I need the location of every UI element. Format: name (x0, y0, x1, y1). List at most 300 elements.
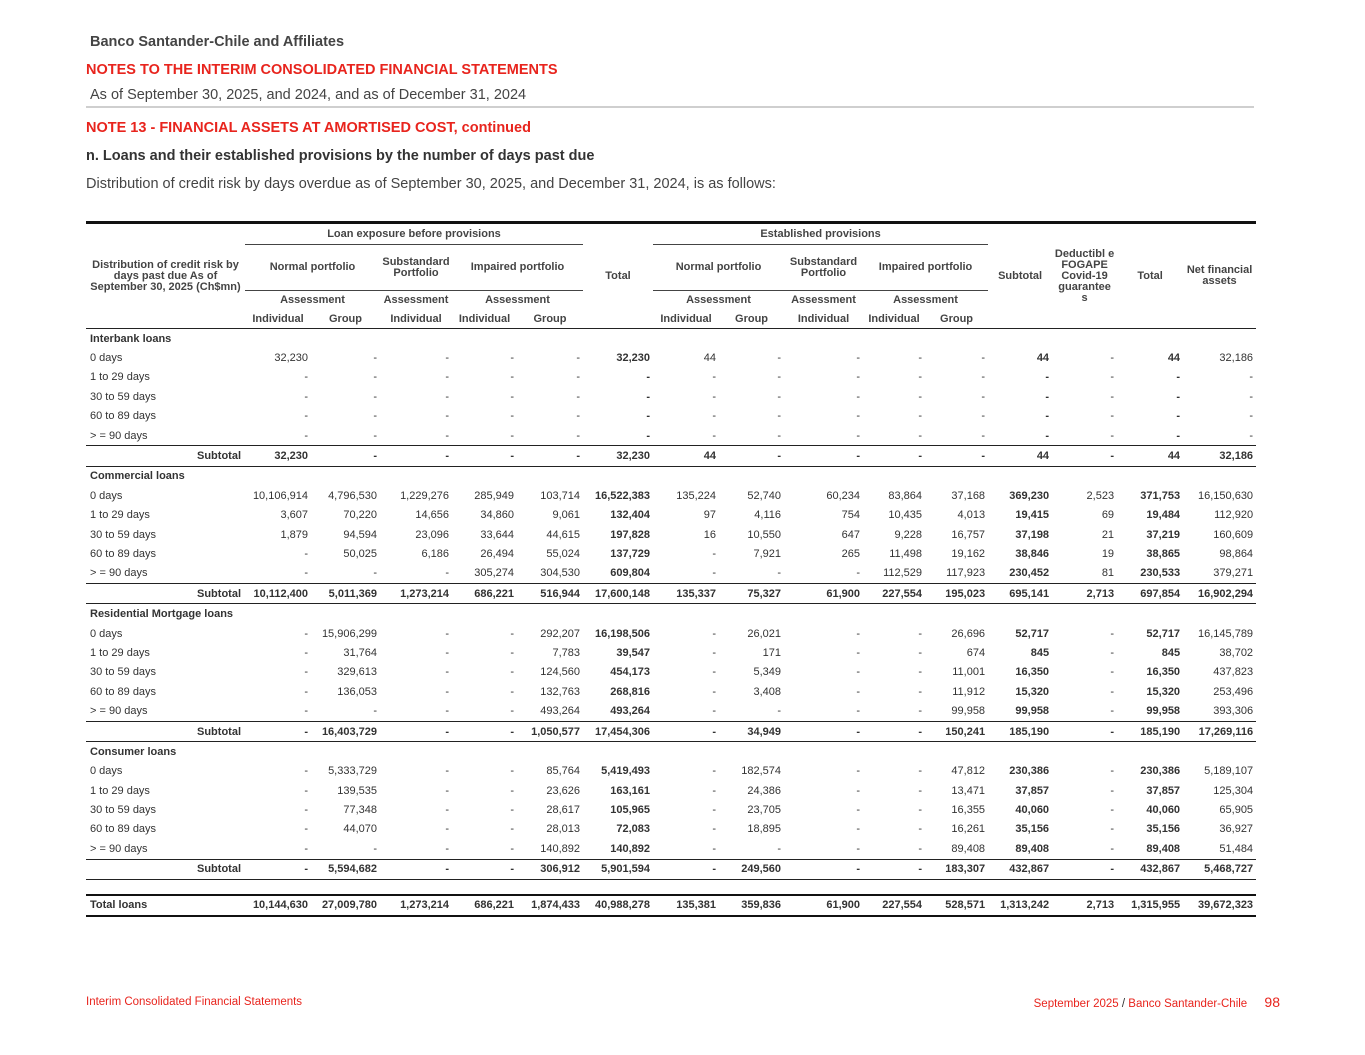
table-cell: - (856, 627, 861, 640)
table-cell: 39,672,323 (1183, 895, 1256, 916)
table-cell: 33,644 (480, 528, 514, 541)
table-cell: 32,230 (274, 352, 308, 365)
table-cell: - (452, 446, 517, 466)
table-cell: 37,857 (1015, 784, 1050, 797)
table-cell: 11,001 (952, 666, 986, 679)
table-cell: 268,816 (610, 685, 651, 698)
table-cell: - (445, 429, 449, 442)
table-cell: - (1249, 429, 1254, 442)
table-cell: 4,013 (957, 509, 986, 522)
table-cell: - (510, 685, 514, 698)
table-cell: 83,864 (888, 489, 923, 502)
net-financial-assets-header: Net financial assets (1183, 223, 1256, 329)
table-cell: 44 (703, 352, 717, 365)
subtotal-row (86, 859, 1256, 879)
table-cell: 1,273,214 (380, 584, 452, 604)
table-cell: - (777, 390, 782, 403)
individual-header: Individual (452, 310, 517, 329)
provision-impaired-portfolio-header: Impaired portfolio (863, 245, 988, 291)
table-row (86, 486, 1256, 505)
table-cell: - (304, 823, 308, 836)
table-cell: 609,804 (610, 567, 651, 580)
category-row (86, 604, 1256, 624)
table-cell: 15,906,299 (321, 627, 377, 640)
row-label: 0 days (90, 489, 123, 502)
table-cell: - (856, 371, 861, 384)
table-cell: 17,269,116 (1183, 721, 1256, 741)
table-cell: 516,944 (517, 584, 583, 604)
table-cell: 85,764 (546, 765, 581, 778)
table-cell: 99,958 (1015, 705, 1050, 718)
row-label: 0 days (90, 765, 123, 778)
row-label: 1 to 29 days (90, 371, 150, 384)
table-cell: - (712, 765, 717, 778)
table-cell: 15,320 (1146, 685, 1181, 698)
table-cell: - (918, 804, 923, 817)
total-loans-row (86, 895, 1256, 916)
table-cell: 16,902,294 (1183, 584, 1256, 604)
table-cell: - (304, 804, 308, 817)
group-header: Group (719, 310, 784, 329)
table-cell: 38,846 (1015, 547, 1050, 560)
table-cell: - (304, 371, 308, 384)
table-cell: 3,607 (280, 509, 308, 522)
table-cell: 2,523 (1086, 489, 1115, 502)
table-cell: - (304, 765, 308, 778)
table-cell: 26,696 (951, 627, 986, 640)
table-cell: - (445, 765, 449, 778)
table-cell: 125,304 (1213, 784, 1254, 797)
subtotal-row (86, 584, 1256, 604)
table-cell: 371,753 (1140, 489, 1181, 502)
table-cell: 16,522,383 (594, 489, 651, 502)
subtotal-row (86, 446, 1256, 466)
table-cell: - (1176, 371, 1181, 384)
table-cell: - (1110, 765, 1115, 778)
table-cell: 32,186 (1219, 352, 1254, 365)
table-cell: 17,600,148 (583, 584, 653, 604)
individual-header: Individual (245, 310, 311, 329)
row-label: 1 to 29 days (90, 509, 150, 522)
table-cell: - (856, 567, 861, 580)
row-label: 30 to 59 days (90, 666, 157, 679)
table-cell: 55,024 (546, 547, 581, 560)
table-row (86, 506, 1256, 525)
table-cell: - (925, 446, 988, 466)
row-label: 0 days (90, 352, 123, 365)
footer-separator: / (1121, 998, 1126, 1010)
table-cell: - (1110, 429, 1115, 442)
table-cell: 44 (988, 446, 1052, 466)
individual-header: Individual (653, 310, 719, 329)
table-cell: 44 (1036, 352, 1050, 365)
table-cell: - (510, 352, 514, 365)
table-cell: 230,533 (1140, 567, 1181, 580)
table-row (86, 624, 1256, 643)
table-cell: - (304, 784, 308, 797)
table-cell: 28,013 (546, 823, 581, 836)
table-cell: - (856, 705, 861, 718)
table-row (86, 407, 1256, 426)
distribution-header: Distribution of credit risk by days past due As of September 30, 2025 (Ch$mn) (86, 223, 245, 329)
table-cell: - (712, 429, 717, 442)
provision-substandard-portfolio-header: Substandard Portfolio (784, 245, 863, 291)
table-cell: - (1045, 390, 1050, 403)
table-cell: - (918, 627, 923, 640)
table-cell: 99,958 (951, 705, 986, 718)
table-cell: 11,498 (889, 547, 923, 560)
table-cell: - (1110, 371, 1115, 384)
table-cell: 26,494 (480, 547, 514, 560)
table-cell: 9,228 (894, 528, 923, 541)
table-cell: - (784, 446, 863, 466)
table-cell: - (918, 410, 923, 423)
table-row (86, 387, 1256, 406)
table-cell: - (784, 721, 863, 741)
table-cell: - (510, 646, 514, 659)
table-cell: 305,274 (474, 567, 514, 580)
table-cell: - (1110, 646, 1115, 659)
individual-header: Individual (380, 310, 452, 329)
table-cell: 112,920 (1214, 509, 1254, 522)
table-cell: 306,912 (517, 859, 583, 879)
header-divider (86, 106, 1254, 108)
table-cell: - (452, 859, 517, 879)
table-cell: - (510, 429, 514, 442)
table-cell: 1,273,214 (380, 895, 452, 916)
table-cell: 369,230 (1009, 489, 1050, 502)
normal-portfolio-header: Normal portfolio (245, 245, 380, 291)
footer-date: September 2025 (1033, 998, 1119, 1010)
table-cell: 185,190 (1117, 721, 1183, 741)
table-cell: - (373, 410, 377, 423)
table-cell: - (1110, 823, 1115, 836)
table-cell: 432,867 (988, 859, 1052, 879)
table-cell: 16 (703, 528, 717, 541)
table-cell: 432,867 (1117, 859, 1183, 879)
category-row (86, 466, 1256, 486)
table-cell: - (304, 410, 308, 423)
table-cell: 9,061 (552, 509, 581, 522)
table-cell: 32,230 (583, 446, 653, 466)
table-cell: 230,386 (1140, 765, 1181, 778)
table-cell: 31,764 (343, 646, 377, 659)
table-cell: 1,050,577 (517, 721, 583, 741)
table-cell: - (304, 567, 308, 580)
row-label: 60 to 89 days (90, 823, 157, 836)
table-cell: - (1176, 429, 1181, 442)
table-cell: 5,189,107 (1204, 765, 1254, 778)
table-cell: - (784, 859, 863, 879)
footer-document-title: Interim Consolidated Financial Statements (86, 996, 303, 1008)
loan-exposure-header: Loan exposure before provisions (245, 223, 583, 245)
table-cell: 77,348 (343, 804, 377, 817)
table-cell: 5,333,729 (328, 765, 377, 778)
table-cell: - (373, 352, 377, 365)
table-body (86, 329, 1256, 916)
table-cell: 249,560 (719, 859, 784, 879)
table-cell: - (380, 721, 452, 741)
table-cell: - (918, 390, 923, 403)
table-cell: - (856, 429, 861, 442)
table-cell: 136,053 (337, 685, 377, 698)
table-cell: - (373, 705, 377, 718)
row-label: 30 to 59 days (90, 528, 157, 541)
table-cell: 37,857 (1146, 784, 1181, 797)
table-cell: - (918, 646, 923, 659)
table-cell: 35,156 (1015, 823, 1050, 836)
table-cell: 140,892 (540, 842, 581, 855)
table-cell: 60,234 (826, 489, 861, 502)
table-cell: - (712, 804, 717, 817)
table-cell: - (1110, 705, 1115, 718)
table-cell: 1,229,276 (400, 489, 449, 502)
table-cell: 1,313,242 (988, 895, 1052, 916)
table-cell: 37,198 (1015, 528, 1050, 541)
table-cell: - (373, 429, 377, 442)
table-cell: - (712, 784, 717, 797)
table-cell: - (576, 390, 581, 403)
table-cell: 5,901,594 (583, 859, 653, 879)
table-cell: - (445, 410, 449, 423)
section-title: n. Loans and their established provisions by the number of days past due (86, 148, 595, 164)
row-label: 60 to 89 days (90, 685, 157, 698)
individual-header: Individual (784, 310, 863, 329)
table-row (86, 544, 1256, 563)
table-cell: - (712, 627, 717, 640)
table-cell: - (646, 410, 651, 423)
table-cell: 117,923 (946, 567, 986, 580)
table-cell: - (918, 429, 923, 442)
table-cell: 5,468,727 (1183, 859, 1256, 879)
table-cell: - (1045, 410, 1050, 423)
subtotal-row (86, 721, 1256, 741)
intro-text: Distribution of credit risk by days overdue as of September 30, 2025, and December 31, 2024, is as follows: (86, 176, 776, 192)
table-cell: - (918, 371, 923, 384)
table-cell: 44,070 (343, 823, 377, 836)
table-cell: - (510, 410, 514, 423)
table-cell: 697,854 (1117, 584, 1183, 604)
table-cell: 2,713 (1052, 584, 1117, 604)
table-cell: - (380, 446, 452, 466)
table-cell: - (510, 390, 514, 403)
table-cell: - (1110, 627, 1115, 640)
table-cell: 16,350 (1015, 666, 1050, 679)
table-cell: - (856, 352, 861, 365)
table-cell: 2,713 (1052, 895, 1117, 916)
table-cell: 230,452 (1009, 567, 1050, 580)
table-cell: - (646, 390, 651, 403)
row-label: > = 90 days (90, 567, 148, 580)
table-cell: - (1110, 352, 1115, 365)
table-cell: 285,949 (474, 489, 514, 502)
table-cell: 94,594 (343, 528, 377, 541)
table-cell: - (719, 446, 784, 466)
table-cell: 89,408 (951, 842, 986, 855)
table-cell: 19,484 (1146, 509, 1181, 522)
table-cell: - (304, 547, 308, 560)
table-cell: - (510, 784, 514, 797)
table-cell: - (653, 721, 719, 741)
table-cell: - (445, 371, 449, 384)
table-cell: - (777, 842, 782, 855)
table-row (86, 564, 1256, 584)
table-cell: 38,865 (1146, 547, 1181, 560)
table-row (86, 701, 1256, 721)
table-cell: - (445, 646, 449, 659)
table-cell: 197,828 (610, 528, 651, 541)
table-cell: - (777, 705, 782, 718)
table-cell: - (510, 842, 514, 855)
table-cell: - (856, 765, 861, 778)
table-cell: - (445, 842, 449, 855)
table-cell: 647 (841, 528, 861, 541)
table-cell: 11,912 (952, 685, 986, 698)
table-row (86, 426, 1256, 446)
row-label: Subtotal (86, 584, 245, 604)
table-cell: 38,702 (1219, 646, 1254, 659)
table-cell: 47,812 (951, 765, 986, 778)
row-label: Subtotal (86, 721, 245, 741)
table-row (86, 800, 1256, 819)
table-cell: 65,905 (1219, 804, 1254, 817)
table-cell: - (576, 371, 581, 384)
row-label: Subtotal (86, 859, 245, 879)
table-cell: 845 (1161, 646, 1181, 659)
table-cell: - (863, 859, 925, 879)
table-cell: 437,823 (1213, 666, 1254, 679)
row-label: Residential Mortgage loans (90, 608, 234, 621)
table-cell: 754 (841, 509, 861, 522)
table-cell: - (311, 446, 380, 466)
table-cell: 16,150,630 (1198, 489, 1254, 502)
table-cell: 359,836 (719, 895, 784, 916)
table-cell: - (1110, 842, 1115, 855)
table-cell: 227,554 (863, 895, 925, 916)
table-cell: 40,060 (1015, 804, 1050, 817)
table-cell: - (712, 646, 717, 659)
table-cell: - (1110, 666, 1115, 679)
spacer-row (86, 879, 1256, 895)
table-cell: 135,224 (676, 489, 717, 502)
table-cell: - (1249, 371, 1254, 384)
table-cell: - (304, 646, 308, 659)
table-cell: - (445, 705, 449, 718)
table-cell: - (777, 410, 782, 423)
group-header: Group (311, 310, 380, 329)
table-cell: 37,168 (951, 489, 986, 502)
table-cell: 124,560 (540, 666, 581, 679)
table-cell: 4,796,530 (328, 489, 377, 502)
table-cell: 18,895 (747, 823, 782, 836)
table-cell: - (918, 765, 923, 778)
table-cell: - (918, 685, 923, 698)
provisions-total-header: Total (1117, 223, 1183, 329)
table-cell: - (517, 446, 583, 466)
table-cell: 105,965 (610, 804, 651, 817)
table-cell: 15,320 (1015, 685, 1050, 698)
row-label: 0 days (90, 627, 123, 640)
table-cell: 135,337 (653, 584, 719, 604)
table-cell: 292,207 (540, 627, 581, 640)
established-provisions-header: Established provisions (653, 223, 988, 245)
table-cell: 329,613 (337, 666, 377, 679)
deductible-header: Deductibl e FOGAPE Covid-19 guarantee s (1052, 223, 1117, 329)
table-cell: - (712, 823, 717, 836)
impaired-portfolio-header: Impaired portfolio (452, 245, 583, 291)
substandard-portfolio-header: Substandard Portfolio (380, 245, 452, 291)
assessment-header: Assessment (686, 294, 751, 306)
table-cell: 32,186 (1183, 446, 1256, 466)
table-cell: - (856, 646, 861, 659)
table-cell: 132,404 (610, 509, 651, 522)
table-cell: 19,415 (1015, 509, 1050, 522)
table-cell: 16,355 (951, 804, 986, 817)
table-cell: 454,173 (610, 666, 651, 679)
company-name: Banco Santander-Chile and Affiliates (90, 34, 345, 50)
table-cell: 135,381 (653, 895, 719, 916)
table-cell: 393,306 (1213, 705, 1254, 718)
table-cell: - (712, 842, 717, 855)
table-cell: 1,874,433 (517, 895, 583, 916)
footer-info (1034, 994, 1280, 1010)
assessment-header: Assessment (791, 294, 856, 306)
table-cell: 304,530 (540, 567, 581, 580)
table-cell: - (653, 859, 719, 879)
table-cell: - (856, 823, 861, 836)
table-cell: 89,408 (1015, 842, 1050, 855)
table-cell: 34,860 (480, 509, 514, 522)
table-cell: 674 (966, 646, 986, 659)
table-cell: - (918, 352, 923, 365)
table-cell: - (1110, 784, 1115, 797)
table-cell: 32,230 (245, 446, 311, 466)
table-cell: 7,921 (753, 547, 782, 560)
table-cell: - (510, 371, 514, 384)
table-cell: 52,717 (1015, 627, 1050, 640)
table-cell: 35,156 (1146, 823, 1181, 836)
table-cell: 32,230 (616, 352, 651, 365)
table-cell: 3,408 (753, 685, 782, 698)
row-label: > = 90 days (90, 705, 148, 718)
table-cell: - (981, 371, 986, 384)
subtotal-header: Subtotal (988, 223, 1052, 329)
table-cell: 493,264 (540, 705, 581, 718)
table-cell: - (856, 666, 861, 679)
assessment-header: Assessment (383, 294, 449, 306)
period-subtitle: As of September 30, 2025, and 2024, and as of December 31, 2024 (90, 87, 527, 103)
table-cell: 52,717 (1146, 627, 1181, 640)
table-cell: - (445, 567, 449, 580)
table-cell: - (777, 371, 782, 384)
footer-bank: Banco Santander-Chile (1128, 998, 1248, 1010)
assessment-header: Assessment (485, 294, 550, 306)
table-cell: - (856, 410, 861, 423)
page-number: 98 (1264, 994, 1280, 1010)
table-cell: 140,892 (610, 842, 651, 855)
table-cell: 27,009,780 (311, 895, 380, 916)
table-cell: - (445, 685, 449, 698)
spacer-cell (86, 879, 1256, 895)
table-row (86, 663, 1256, 682)
table-cell: - (918, 784, 923, 797)
table-cell: - (452, 721, 517, 741)
table-cell: - (712, 410, 717, 423)
row-label: Interbank loans (90, 332, 172, 345)
table-cell: - (304, 666, 308, 679)
table-cell: 37,219 (1146, 528, 1181, 541)
table-row (86, 643, 1256, 662)
